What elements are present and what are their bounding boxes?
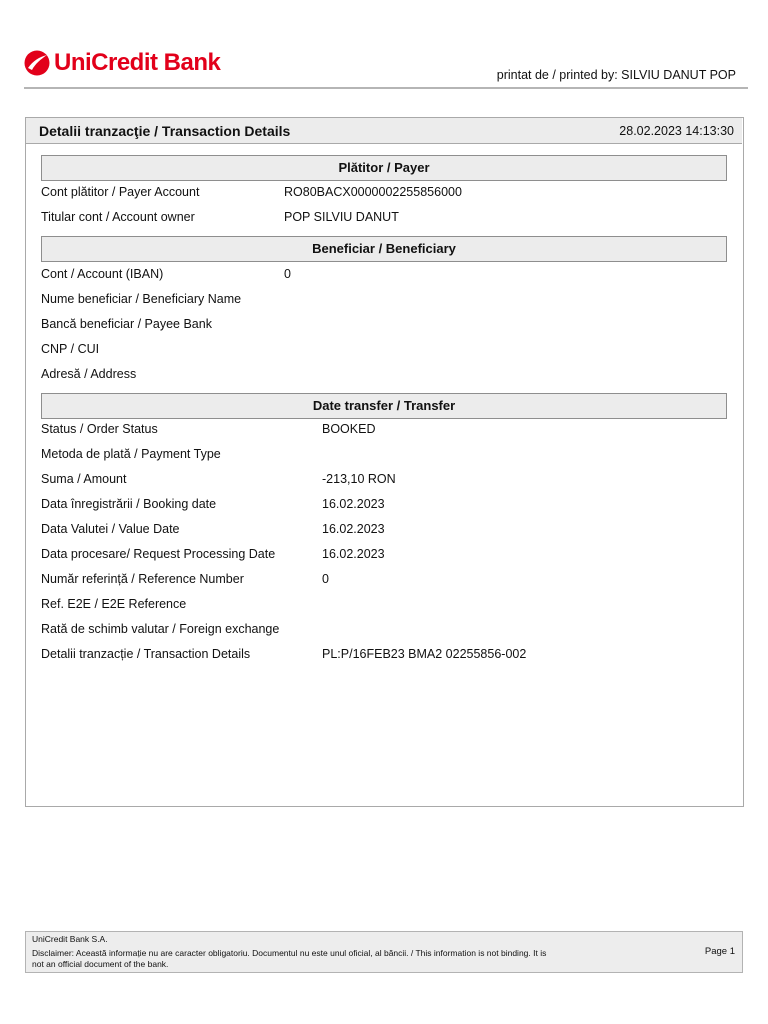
section-transfer-heading: Date transfer / Transfer	[41, 393, 727, 419]
beneficiary-iban-label: Cont / Account (IBAN)	[41, 267, 164, 281]
bank-name: UniCredit Bank	[54, 49, 221, 76]
address-label: Adresă / Address	[41, 367, 137, 381]
payee-bank-label: Bancă beneficiar / Payee Bank	[41, 317, 212, 331]
amount-value: -213,10 RON	[322, 472, 396, 486]
value-date-value: 16.02.2023	[322, 522, 385, 536]
page-footer	[25, 931, 743, 973]
account-owner-label: Titular cont / Account owner	[41, 210, 195, 224]
booking-date-label: Data înregistrării / Booking date	[41, 497, 217, 511]
value-date-label: Data Valutei / Value Date	[41, 522, 180, 536]
page-number: Page 1	[704, 946, 735, 957]
transaction-details-label: Detalii tranzacție / Transaction Details	[41, 647, 251, 661]
reference-number-value: 0	[322, 572, 329, 586]
payment-type-label: Metoda de plată / Payment Type	[41, 447, 221, 461]
section-beneficiary-heading: Beneficiar / Beneficiary	[41, 236, 727, 262]
transaction-details-value: PL:P/16FEB23 BMA2 02255856-002	[322, 647, 527, 661]
page-header	[0, 0, 768, 90]
unicredit-logo-icon	[24, 50, 50, 76]
account-owner-value: POP SILVIU DANUT	[284, 210, 399, 224]
footer-disclaimer: Disclaimer: Această informație nu are caracter obligatoriu. Documentul nu este unul oficial, al băncii. / This information is not binding. It is not an official document of the bank.	[32, 948, 547, 969]
payer-account-label: Cont plătitor / Payer Account	[41, 185, 200, 199]
e2e-reference-label: Ref. E2E / E2E Reference	[41, 597, 187, 611]
card-title: Detalii tranzacţie / Transaction Details	[39, 123, 291, 139]
card-header	[26, 118, 742, 144]
footer-company: UniCredit Bank S.A.	[32, 934, 108, 944]
order-status-label: Status / Order Status	[41, 422, 158, 436]
cnp-cui-label: CNP / CUI	[41, 342, 100, 356]
bank-logo	[24, 50, 220, 76]
section-payer-heading: Plătitor / Payer	[41, 155, 727, 181]
transaction-details-card	[25, 117, 744, 807]
beneficiary-iban-value: 0	[284, 267, 291, 281]
header-divider	[24, 87, 748, 89]
printed-by-text: printat de / printed by: SILVIU DANUT POP	[496, 68, 736, 82]
amount-label: Suma / Amount	[41, 472, 127, 486]
beneficiary-name-label: Nume beneficiar / Beneficiary Name	[41, 292, 242, 306]
payer-account-value: RO80BACX0000002255856000	[284, 185, 462, 199]
foreign-exchange-label: Rată de schimb valutar / Foreign exchange	[41, 622, 280, 636]
reference-number-label: Număr referință / Reference Number	[41, 572, 244, 586]
order-status-value: BOOKED	[322, 422, 376, 436]
card-timestamp: 28.02.2023 14:13:30	[619, 124, 734, 138]
processing-date-value: 16.02.2023	[322, 547, 385, 561]
processing-date-label: Data procesare/ Request Processing Date	[41, 547, 276, 561]
booking-date-value: 16.02.2023	[322, 497, 385, 511]
